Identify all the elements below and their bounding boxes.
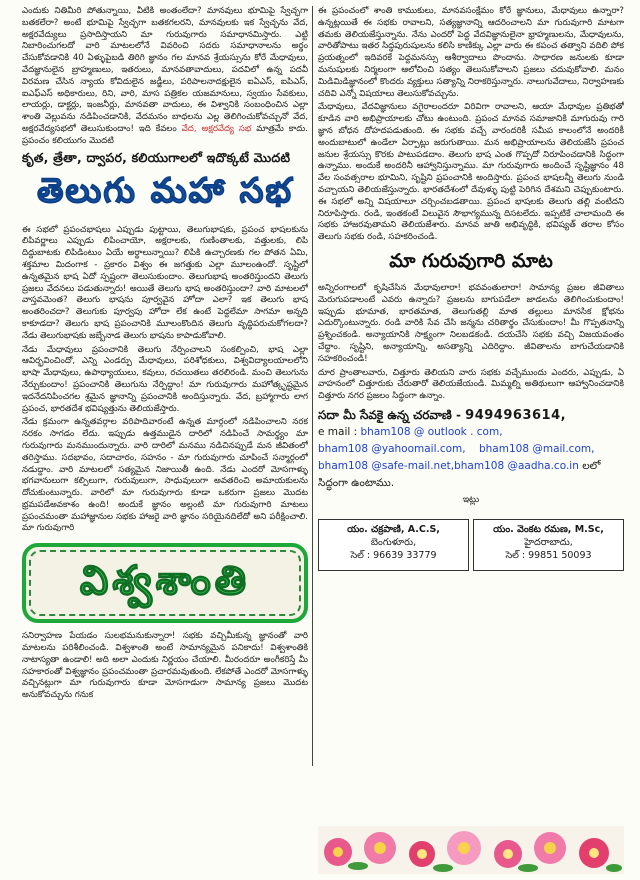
email-line-2 — [318, 441, 624, 458]
yugas-line: కృత, త్రేతా, ద్వాపర, కలియుగాలలో ఇదొక్కటే మొదటి — [22, 149, 291, 165]
right-paragraph-2: మేధావులు, వేదవిజ్ఞానులు వగైరాలందరూ విరివిగా రావాలని, ఆయా మేధావుల ప్రతిభతో కూడిన వారి అభిప్రాయాలకు చోటు ఉంటుంది. ప్రపంచ మానవ సమాజానికి మాగురువు గారి జ్ఞాన బోధన దోహదపడుతుంది. ఈ సభకు వచ్చే వారందరికీ సమీప కాలంలోనే అందరికీ అందుబాటులో ఉండేలా ఏర్పాట్లు జరుగుతాయి. మన అభిప్రాయాలను తెలియజేసి ప్రపంచ జనుల శ్రేయస్సు కొరకు పాటుపడదాం. తెలుగు భాష ఎంత గొప్పదో నిరూపించడానికి సిద్ధంగా ఉన్నాము. అందుకే అందరినీ ఆహ్వానిస్తున్నాము. మా గురువుగారు అందించే సృష్టిజ్ఞానం 48 వేల సంవత్సరాల భూమిని, సృష్టిని ప్రపంచానికి అందిస్తారు. ప్రపంచ భాషలన్నీ తెలుగు నుండి వచ్చాయని తెలియజేస్తున్నారు. భారతదేశంలో దేవుళ్ళు పుట్టి పెరిగిన దేశమని చెప్పుకుంటారు. ఈ సభలో అన్ని విషయాలూ చర్చించబడతాయి. ప్రపంచ భాషలకు తెలుగు తల్లి వంటిదని నిరూపిస్తారు. రండి, ఇంతకంటే విలువైన సౌభాగ్యమున్న దిసటలేదు. ఇప్పటికే చాలామంది ఈ సభకు హాజరవుతామని తెలియజేశారు. మానవ జాతి అభివృద్ధికి, భవిష్యత్ తరాల కోసం తెలుగు సభకు రండి, సహకరించండి. — [318, 102, 624, 243]
right-paragraph-3: అన్నిరంగాలలో కృషిచేసిన మేధావులారా! భవవంతులారా! సామాన్య ప్రజల జీవితాలు మెరుగుపడాలంటే ఎవరు ఉన్నారు? ప్రజలను బాగుపడేలా జాడలను తెలిగించుకుందాం! ఇప్పుడు భూమాత, భారతమాత, తెలుగుతల్లి మాత తల్లులు మానసిక క్షోభను ఎదుర్కొంటున్నారు. రండి వారికి సేవ చేసి జన్మను చరితార్థం చేసుకుందాం! మీ గొప్పతనాన్ని ప్రశ్నించకండి. అన్యాయానికి సాక్ష్యంగా నిలబడకండి. దయచేసి సభకు వచ్చి విజయవంతం చేద్దాం. సృష్టిని, అన్యాయాన్ని, అసత్యాన్ని ఎదిరిద్దాం. జీవితాలను బాగుచేయడానికి సహకరించండి! — [318, 282, 624, 364]
right-paragraph-1: ఈ ప్రపంచంలో శాంతి కాముకులు, మానవసంక్షేమం కోరే జ్ఞానులు, మేధావులు ఉన్నారా? ఉన్నట్లయితే ఈ సభకు రావాలని, సత్యజ్ఞానాన్ని ఆదరించాలని మా గురువుగారి మాటగా తమకు తెలియజేస్తున్నాను. నేను ఎందరో పెద్ద వేదవిజ్ఞానులైనా భ్రాహ్మణులను, మేధావులను, వారితోపాటు ఇతర సిద్ధపురుషులను కలిసి కాణిక్కు ఎల్లా వారు ఈ కపంచ తత్వాని వదిలి పోక ప్రయత్నంలో ఇదివరకే పెద్దమనస్సు ఆశీర్వాదాలు పొందాను. సాధారణ జనులకు కూడా మనుషులకు నిర్మలంగా ఆలోచించి సత్యం తెలుసుకోవాలని ప్రజలు చదువుకోవాలి. మనం మిడిమిడిజ్ఞానంలో కొందరు వ్యక్తులు సత్యాన్ని నిరాకరిస్తున్నారు. నాలుగువేదాలు, నిర్వాహణకు చదివి ఎన్నో విషయాలు తెలుసుకోవచ్చును. — [318, 6, 624, 99]
signatory-card-1 — [318, 519, 469, 571]
email-mail[interactable]: bham108 @mail.com, — [478, 442, 595, 455]
main-title: తెలుగు మహా సభ — [36, 170, 294, 211]
flower-decoration — [318, 826, 624, 874]
email-outlook[interactable]: bham108 @ outlook . com, — [360, 425, 503, 438]
signatory-1-city: బెంగుళూరు, — [370, 536, 417, 548]
signatory-1-name: యం. చక్రపాణి, A.C.S, — [347, 523, 440, 535]
closing-line: సిద్ధంగా ఉంటాము. — [318, 476, 395, 489]
signatory-card-2 — [473, 519, 624, 571]
vishwashanti-banner — [22, 543, 308, 623]
phone-number[interactable]: 9494963614, — [465, 407, 567, 423]
left-column — [22, 6, 308, 872]
email-line-3 — [318, 458, 624, 475]
contact-block — [318, 407, 624, 509]
signatory-2-city: హైదరాబాదు, — [524, 536, 573, 548]
email-label: e mail : — [318, 425, 358, 438]
left-paragraph-1: ఎందుకు నితిమీరి పోతున్నాయి, వీటికి అంతంలేదా? మానవులు భూమిపై స్వేచ్ఛగా బతకలేరా? అంటే భూమిపై స్వేచ్ఛగా బతకగలరని, మానవులకు ఇక స్వేచ్ఛను వేద, అక్షరవేద్యులు ప్రసాదిస్తాయని మా గురువుగారు సమాధానమిస్తారు. ఎట్టి నిబారించుగలదో వారి మాటలలోనే వివరించి సదరు సమాధానాలను అర్థం చేసుకోవడానికి 40 ఏళ్ళుపైబడి తిరిగి జ్ఞానం గల మానవ శ్రేయస్సును కోరే మేధావులు, వేదజ్ఞానులైన బ్రాహ్మణులు, ఇతరులు, మానవతావాదులు, పదవిలో ఉన్న పదవీ విరమణ చేసిన న్యాయ కోవిదులైన జడ్జీలు, పరిపాలనాదక్షులైన ఐఏఎస్, ఐపిఎస్, ఐఎఫ్ఎస్ అధికారులు, రిని, వారి, మాస పత్రికల యజమానులు, స్వయం సేవకులు, లాయర్లు, డాక్టర్లు, ఇంజనీర్లు, మానవతా వాదులు, ఈ విశ్వానికి సంబంధించిన ఎల్లా శాంతి వెల్లువను నడిపించడానికి, వేదమనం బాధలను ఎల్ల తెలిగించుకోవచ్చునో వేద, అక్షరవేద్యసభలో తెలుసుకుందాం! ఇది కేవలం వేద, అక్షరవేద్య సభ మాత్రమే కాదు. ప్రపంచం కలియుగం మొదటి — [22, 6, 308, 146]
signatory-2-phone: సెల్ : 99851 50093 — [505, 549, 592, 561]
email-suffix: లలో — [582, 459, 601, 472]
right-column — [318, 6, 624, 872]
phone-line — [318, 407, 624, 424]
left-paragraph-4: నేడు క్రమంగా ఉన్నతవర్గాల వరిపాదివారంటే ఉన్నత మార్గంలో నడిపించాలని నరక నరకం సాగడం లేదు. ఇప్పుడు ఉత్తముడైన దారిలో నడిపించే సామర్థ్యం మా గురువుగారు మనముందున్నారు. వారి దారిలో మనము నడిచినప్పుడే మన జీవితంలో తరిస్తాము. సదభావం, సదాచారం, సహనం - మా గురువుగారు చూపించే సన్మార్గంలో నడుద్దాం. వారి మాటలలో సత్యమైన నిజాయితీ ఉంది. నేడు ఎందరో మోసగాళ్ళు భగవానులుగా కల్పిలుగా, గురువులుగా, సాధువులుగా అవతరించి అమాయకులను దోచుకుంటున్నారు. వారిలో మా గురువుగారు కూడా ఒకరుగా ప్రజలు మొదట భ్రమపడేఅవకాశం ఉంది! అందుకే జ్ఞానం అల్లంటి మా గురువుగారి మాటలు ప్రపంచమంతా మహాజ్ఞానుల సభకు హాజరై వారి జ్ఞానం సరియైనదిలేదో అని పరీక్షించాలి. మా గురువుగారి — [22, 417, 308, 534]
email-safe-aadha[interactable]: bham108 @safe-mail.net,bham108 @aadha.co.in — [318, 459, 579, 472]
right-paragraph-4: దూర ప్రాంతాలవారు, చిత్తూరు తెలియని వారు సభకు వచ్చేముందు ఎందరు, ఎప్పుడు, ఏ వాహనంలో చిత్తూరుకు చేరుతారో తెలియజేయండి. మిమ్మల్ని అతిథులుగా ఆహ్వానించడానికి చిత్తూరు నగర ప్రజలం సిద్ధంగా ఉన్నాం. — [318, 367, 624, 402]
email-line-1 — [318, 424, 624, 441]
contact-label: సదా మీ సేవకై ఉన్న చరవాణి - — [318, 407, 461, 422]
guru-words-heading: మా గురువుగారి మాట — [389, 249, 553, 272]
highlight-sabha: వేద, అక్షరవేద్య సభ — [181, 123, 252, 134]
left-paragraph-2: ఈ సభలో ప్రపంచభాషలు ఎప్పుడు పుట్టాయి, తెలుగుభాషకు, ప్రపంచ భాషలకును లిపివర్ణాలు ఎప్పుడు లిపించాయో, అక్షరాలకు, గుణింతాలకు, వత్తులకు, లిపి దిద్దుబాటకు లిపిడింటుం ఏయే అర్థాలున్నాయి? లిపికి ఉచ్చారణకు గల పోతన ఏమి, శక్తమాల మిదంగాక - ప్రకారం విశ్వం ఈ జగత్తుకు ఎల్లా మూలంఉందో. సృష్టిలో ఉన్నతమైన భాష ఏదో స్పష్టంగా తెలుసుకుందాం. తెలుగుభాష అంతరిస్తుందని తెలుగు ప్రజలు వేదనలు పడుతున్నారు! అయితే తెలుగు భాష అంతరిస్తుందా? వారి మాటలలో వాస్తవమెంత? తెలుగు భాషను పూర్వవైన హోదా ఎలా? ఇక తెలుగు భాష అంతరించదా? తెలుగుకు పూర్వపు హోదా లేక ఉంటే పెద్దలేమా సాగమా అన్నది కాకూడదా? తెలుగు భాష ప్రపంచానికి మూలంకొందిన తెలుగు వృద్ధిపరుచుకోగలదా? నేడు తెలుగుభాషకు జబ్బేనాడ తెలుగు భాషను కాపాడుకోవాలి. — [22, 224, 308, 341]
column-divider — [312, 6, 313, 766]
signatory-2-name: యం. వెంకట రమణ, M.Sc, — [493, 523, 604, 535]
left-paragraph-3: నేడు మేధావులు ప్రపంచానికి తెలుగు నేర్పించాలని సంకల్పించి, భాష ఎల్లా ఆవిర్భవించిందో, ఎన్ని ఎండర్పు మేధావులు, పరిశోధకులు, విశ్వవిద్యాలయాలలోని భాషా మేధావులు, ఉపాధ్యాయులు, కవులు, రచయితలు తరలిరండి. మంచి తెలుగును నేర్చుకుందాం! ప్రపంచానికి తెలుగును నేర్పిద్దాం! మా గురువుగారు మహోత్కృష్టమైన ఇదనేదనిపించగల శ్రమైన జ్ఞానాన్ని ప్రపంచానికి అందిస్తున్నారు. వేద, బ్రహ్మాగారు లాగ ప్రపంచ, భారతదేశ భవిష్యత్తును తెలియజేస్తారు. — [22, 344, 308, 414]
left-paragraph-5: సనిర్వాహణ పేయడం సులభమనుకున్నారా! సభకు వచ్చిమీకున్న జ్ఞానంతో వారి మాటలను పరిశీలించండి. విశ్వశాంతి అంటే సామాన్యమైన పనికాదు! విశ్వశాంతికి నాటాస్యతా ఉండాలి! అది అలా ఎందుకు నిర్ణయం చేయాలి. మీరందరూ అంగీకరిస్తే మీ సహకారంతో విశ్వజ్ఞానం ప్రపంచమంతా ప్రచారమవుతుంది. లేకపోతే ఎందరో మోసగాళ్ళు వచ్చినట్లుగా మా గురువుగారు కూడా మోసగాడుగా సామాన్య ప్రజలు మొదట అనుకోవచ్చును గనుక — [22, 631, 308, 701]
signoff: ఇట్లు — [462, 494, 480, 505]
signatory-cards — [318, 519, 624, 571]
signatory-1-phone: సెల్ : 96639 33779 — [350, 549, 437, 561]
banner-text: విశ్వశాంతి — [79, 557, 251, 605]
email-yahoo[interactable]: bham108 @yahoomail.com, — [318, 442, 466, 455]
